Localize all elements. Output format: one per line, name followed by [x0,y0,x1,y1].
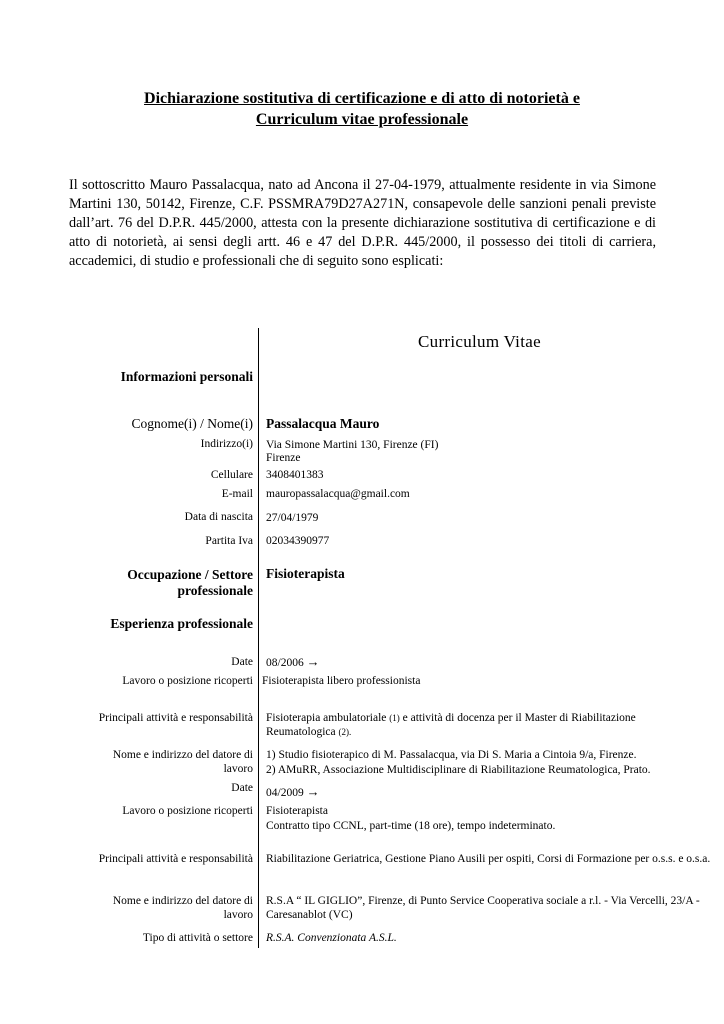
address-line1: Via Simone Martini 130, Firenze (FI) [266,439,439,451]
exp2-sector-label: Tipo di attività o settore [142,932,253,944]
document-title-line2: Curriculum vitae professionale [255,111,469,128]
exp2-employer-label-line1: Nome e indirizzo del datore di [112,895,253,907]
ongoing-arrow-icon: → [306,654,320,669]
exp1-activities-value [266,711,696,739]
vat-value: 02034390977 [266,535,330,547]
occupation-label-line2: professionale [177,583,253,598]
exp2-date-value [266,785,716,800]
address-line2: Firenze [266,452,301,464]
birth-label: Data di nascita [184,511,253,523]
section-personal-info: Informazioni personali [120,369,253,384]
exp1-employer-line1: 1) Studio fisioterapico di M. Passalacqua, via Di S. Maria a Cintoia 9/a, Firenze. [266,749,637,761]
exp1-activities-text1: Fisioterapia ambulatoriale [266,712,390,724]
occupation-value: Fisioterapista [266,566,345,581]
column-divider [258,328,259,948]
exp1-activities-text2: e attività di docenza per il Master di Riabilitazione Reumatologica [266,712,636,738]
exp1-date-text: 08/2006 [266,657,304,669]
document-title-line1: Dichiarazione sostitutiva di certificazione e di atto di notorietà e [144,90,580,107]
exp2-employer-label-line2: lavoro [223,909,253,921]
exp1-position-value: Fisioterapista libero professionista [262,675,421,687]
vat-label: Partita Iva [205,535,253,547]
exp1-employer-line2: 2) AMuRR, Associazione Multidisciplinare di Riabilitazione Reumatologica, Prato. [266,764,651,776]
exp2-date-text: 04/2009 [266,787,304,799]
section-experience: Esperienza professionale [110,616,253,631]
address-label: Indirizzo(i) [200,438,253,450]
exp2-activities-value: Riabilitazione Geriatrica, Gestione Piano Ausili per ospiti, Corsi di Formazione per o.s.s. e o.s.a. [266,853,711,865]
exp1-note2: (2). [338,727,352,737]
exp2-position-label: Lavoro o posizione ricoperti [122,805,253,817]
exp2-position-line1: Fisioterapista [266,805,328,817]
exp1-employer-label-line1: Nome e indirizzo del datore di [112,749,253,761]
email-value[interactable]: mauropassalacqua@gmail.com [266,488,410,500]
exp2-employer-value: R.S.A “ IL GIGLIO”, Firenze, di Punto Service Cooperativa sociale a r.l. - Via Vercelli, 23/A - Caresanablot (VC) [266,895,700,921]
exp1-note1: (1) [389,713,400,723]
exp1-position-label: Lavoro o posizione ricoperti [122,675,253,687]
exp1-employer-label-line2: lavoro [223,763,253,775]
exp2-date-label: Date [231,782,253,794]
exp2-position-line2: Contratto tipo CCNL, part-time (18 ore), tempo indeterminato. [266,820,556,832]
exp2-activities-label: Principali attività e responsabilità [98,853,253,865]
exp2-sector-value: R.S.A. Convenzionata A.S.L. [266,932,397,944]
cv-heading: Curriculum Vitae [418,332,541,351]
ongoing-arrow-icon: → [306,784,320,799]
surname-value: Passalacqua Mauro [266,416,380,431]
exp1-activities-label: Principali attività e responsabilità [98,712,253,724]
occupation-label-line1: Occupazione / Settore [127,567,253,582]
mobile-label: Cellulare [210,469,253,481]
exp1-date-label: Date [231,656,253,668]
intro-paragraph: Il sottoscritto Mauro Passalacqua, nato ad Ancona il 27-04-1979, attualmente residente in via Simone Martini 130, 50142, Firenze, C.F. PSSMRA79D27A271N, consapevole delle sanzioni penali previste dall’art. 76 del D.P.R. 445/2000, attesta con la presente dichiarazione sostitutiva di certificazione e di atto di notorietà, ai sensi degli artt. 46 e 47 del D.P.R. 445/2000, il possesso dei titoli di carriera, accademici, di studio e professionali che di seguito sono esplicati: [69,177,656,269]
exp1-date-value [266,655,716,670]
email-label: E-mail [221,488,253,500]
mobile-value: 3408401383 [266,469,324,481]
birth-value: 27/04/1979 [266,512,319,524]
surname-label: Cognome(i) / Nome(i) [131,416,253,431]
